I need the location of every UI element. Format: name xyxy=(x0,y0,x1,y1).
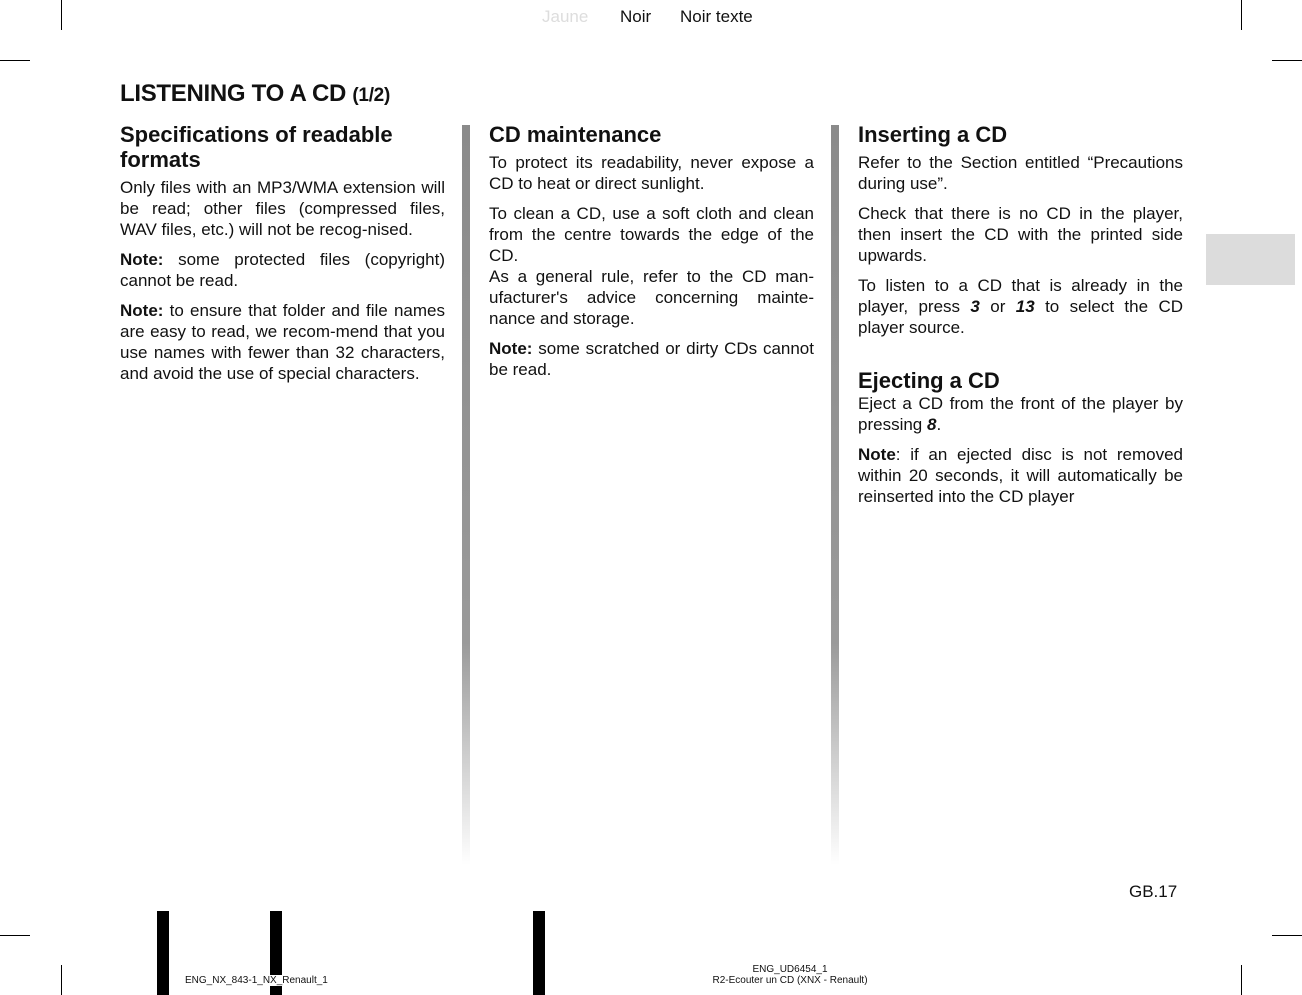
note-label: Note: xyxy=(489,339,533,358)
column-divider xyxy=(462,125,470,865)
paragraph: To protect its readability, never expose a CD to heat or direct sunlight. xyxy=(489,153,814,193)
paragraph: Check that there is no CD in the player, then insert the CD with the printed side upwards. xyxy=(858,204,1183,265)
column-inserting xyxy=(858,122,1183,516)
title-part: (1/2) xyxy=(352,85,390,106)
note xyxy=(489,338,814,380)
note xyxy=(120,300,445,384)
column-maintenance xyxy=(489,122,814,389)
note-text: some protected files (copyright) cannot be read. xyxy=(120,250,445,290)
section-heading: Ejecting a CD xyxy=(858,368,1000,393)
note-label: Note: xyxy=(120,301,164,320)
section-heading: CD maintenance xyxy=(489,122,662,147)
section-heading: Specifications of readable formats xyxy=(120,122,393,172)
paragraph xyxy=(858,393,1183,435)
note-label: Note xyxy=(858,445,896,464)
key-ref: 8 xyxy=(926,415,937,434)
key-ref: 13 xyxy=(1015,297,1035,316)
note-text: : if an ejected disc is not removed within 20 seconds, it will automatically be reinserted into the CD player xyxy=(858,445,1183,506)
note-text: some scratched or dirty CDs cannot be read. xyxy=(489,339,814,379)
crop-mark xyxy=(1241,965,1242,995)
text: Eject a CD from the front of the player by pressing xyxy=(858,394,1183,434)
page-number: GB.17 xyxy=(1129,882,1178,901)
registration-bar xyxy=(157,911,169,995)
note-text: to ensure that folder and file names are easy to read, we recom-mend that you use names with fewer than 32 characters, and avoid the use of special characters. xyxy=(120,301,445,383)
column-formats xyxy=(120,122,445,393)
crop-mark xyxy=(1272,935,1302,936)
paragraph: Only files with an MP3/WMA extension will be read; other files (compressed files, WAV files, etc.) will not be recog-nised. xyxy=(120,178,445,239)
note-label: Note: xyxy=(120,250,164,269)
text: or xyxy=(979,297,1016,316)
color-label-noir: Noir xyxy=(620,7,652,26)
paragraph: Refer to the Section entitled “Precautions during use”. xyxy=(858,153,1183,193)
crop-mark xyxy=(0,60,30,61)
crop-mark xyxy=(1272,60,1302,61)
registration-bar xyxy=(533,911,545,995)
paragraph xyxy=(858,275,1183,338)
color-label-jaune: Jaune xyxy=(542,7,589,26)
footer-ref: R2-Ecouter un CD (XNX - Renault) xyxy=(712,975,868,986)
text: to select the CD player source. xyxy=(858,297,1184,337)
crop-mark xyxy=(61,965,62,995)
thumb-tab xyxy=(1206,234,1295,285)
text: To listen to a CD that is already in the player, press xyxy=(858,276,1183,316)
footer-left: ENG_NX_843-1_NX_Renault_1 xyxy=(185,975,328,986)
page-title xyxy=(120,80,390,108)
key-ref: 3 xyxy=(970,297,980,316)
crop-mark xyxy=(1241,0,1242,30)
text: . xyxy=(936,415,942,434)
paragraph: As a general rule, refer to the CD man-ufacturer's advice concerning mainte-nance and storage. xyxy=(489,267,814,328)
column-divider xyxy=(831,125,839,865)
section-heading: Inserting a CD xyxy=(858,122,1008,147)
footer-code: ENG_UD6454_1 xyxy=(752,964,828,975)
note xyxy=(858,444,1183,507)
color-label-noir-texte: Noir texte xyxy=(680,7,753,26)
title-text: LISTENING TO A CD xyxy=(120,80,347,107)
crop-mark xyxy=(0,935,30,936)
paragraph: To clean a CD, use a soft cloth and clean from the centre towards the edge of the CD. xyxy=(489,204,814,265)
crop-mark xyxy=(61,0,62,30)
note xyxy=(120,249,445,291)
footer-right xyxy=(680,964,900,986)
